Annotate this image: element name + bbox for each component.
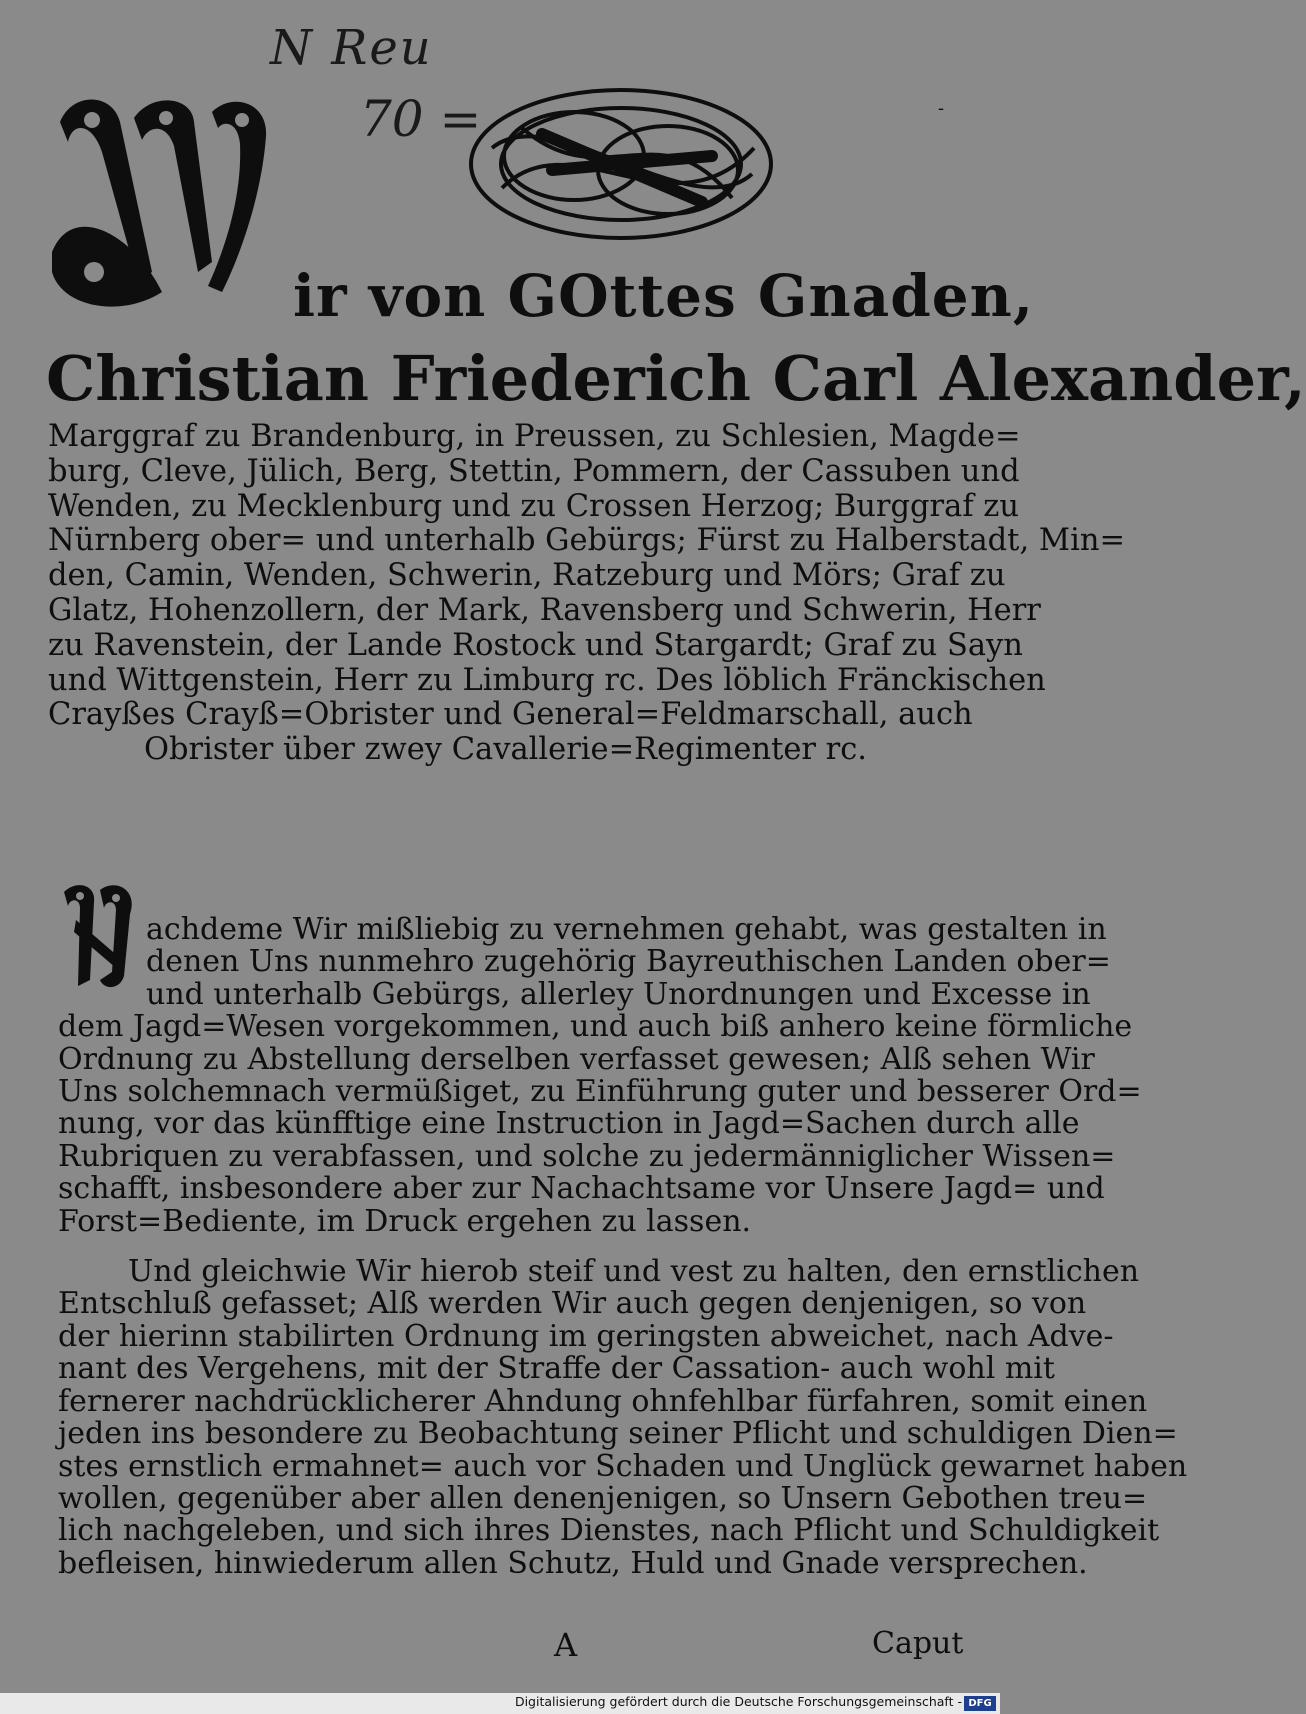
titles-line: Glatz, Hohenzollern, der Mark, Ravensberg und Schwerin, Herr [48,592,1041,628]
paragraph1-line: Ordnung zu Abstellung derselben verfasset gewesen; Alß sehen Wir [58,1041,1095,1077]
handwritten-note: N Reu [270,20,433,76]
paragraph1-line: nung, vor das künfftige eine Instruction in Jagd=Sachen durch alle [58,1106,1080,1142]
paragraph1-line: denen Uns nunmehro zugehörig Bayreuthischen Landen ober= [146,944,1111,980]
paragraph1-line: Uns solchemnach vermüßiget, zu Einführung guter und besserer Ord= [58,1074,1142,1110]
handwritten-number: 70 = [360,90,482,148]
dfg-logo[interactable]: DFG [964,1696,996,1711]
paragraph2-line: befleisen, hinwiederum allen Schutz, Huld und Gnade versprechen. [58,1545,1088,1581]
paragraph2-line: fernerer nachdrücklicherer Ahndung ohnfehlbar fürfahren, somit einen [58,1383,1148,1419]
paragraph2-line: stes ernstlich ermahnet= auch vor Schaden und Unglück gewarnet haben [58,1448,1188,1484]
titles-line: Obrister über zwey Cavallerie=Regimenter rc. [143,732,868,768]
paragraph1-line: Rubriquen zu verabfassen, und solche zu jedermänniglicher Wissen= [58,1138,1116,1174]
signature-mark: A [554,1626,578,1664]
ruler-name: Christian Friederich Carl Alexander, [46,342,1306,415]
paragraph2-line: wollen, gegenüber aber allen denenjenigen, so Unsern Gebothen treu= [58,1480,1148,1516]
paragraph1-line: achdeme Wir mißliebig zu vernehmen gehabt, was gestalten in [146,912,1107,947]
paragraph1-line: schafft, insbesondere aber zur Nachachtsame vor Unsere Jagd= und [58,1171,1105,1207]
calligraphic-flourish [462,78,780,250]
titles-line: zu Ravenstein, der Lande Rostock und Stargardt; Graf zu Sayn [48,627,1023,663]
opening-line: ir von GOttes Gnaden, [293,262,1035,330]
titles-line: Wenden, zu Mecklenburg und zu Crossen Herzog; Burggraf zu [48,488,1020,524]
catchword: Caput [872,1626,964,1661]
paragraph1-line: Forst=Bediente, im Druck ergehen zu lassen. [58,1203,752,1239]
footer-credit: Digitalisierung gefördert durch die Deutsche Forschungsgemeinschaft - [514,1694,962,1709]
paragraph2-line: lich nachgeleben, und sich ihres Dienstes, nach Pflicht und Schuldigkeit [58,1513,1160,1549]
titles-line: Marggraf zu Brandenburg, in Preussen, zu Schlesien, Magde= [48,419,1021,454]
page-mark: - [938,98,945,119]
paragraph1-line: dem Jagd=Wesen vorgekommen, und auch biß anhero keine förmliche [58,1009,1133,1045]
titles-line: den, Camin, Wenden, Schwerin, Ratzeburg und Mörs; Graf zu [48,558,1006,594]
body-text [58,912,1188,1581]
titles-block [48,419,1126,768]
paragraph2-line: nant des Vergehens, mit der Straffe der Cassation- auch wohl mit [58,1351,1055,1387]
titles-line: burg, Cleve, Jülich, Berg, Stettin, Pommern, der Cassuben und [48,453,1020,489]
paragraph2-line: der hierinn stabilirten Ordnung im geringsten abweichet, nach Adve- [58,1318,1114,1354]
titles-line: Nürnberg ober= und unterhalb Gebürgs; Fürst zu Halberstadt, Min= [48,523,1126,559]
ornamented-initial-w [42,82,282,318]
paragraph2-line: Und gleichwie Wir hierob steif und vest zu halten, den ernstlichen [128,1254,1140,1290]
paragraph2-line: Entschluß gefasset; Alß werden Wir auch gegen denjenigen, so von [58,1286,1087,1322]
titles-line: Crayßes Crayß=Obrister und General=Feldmarschall, auch [48,697,973,733]
titles-line: und Wittgenstein, Herr zu Limburg rc. Des löblich Fränckischen [48,662,1046,698]
paragraph2-line: jeden ins besondere zu Beobachtung seiner Pflicht und schuldigen Dien= [58,1416,1178,1452]
paragraph1-line: und unterhalb Gebürgs, allerley Unordnungen und Excesse in [146,976,1091,1012]
